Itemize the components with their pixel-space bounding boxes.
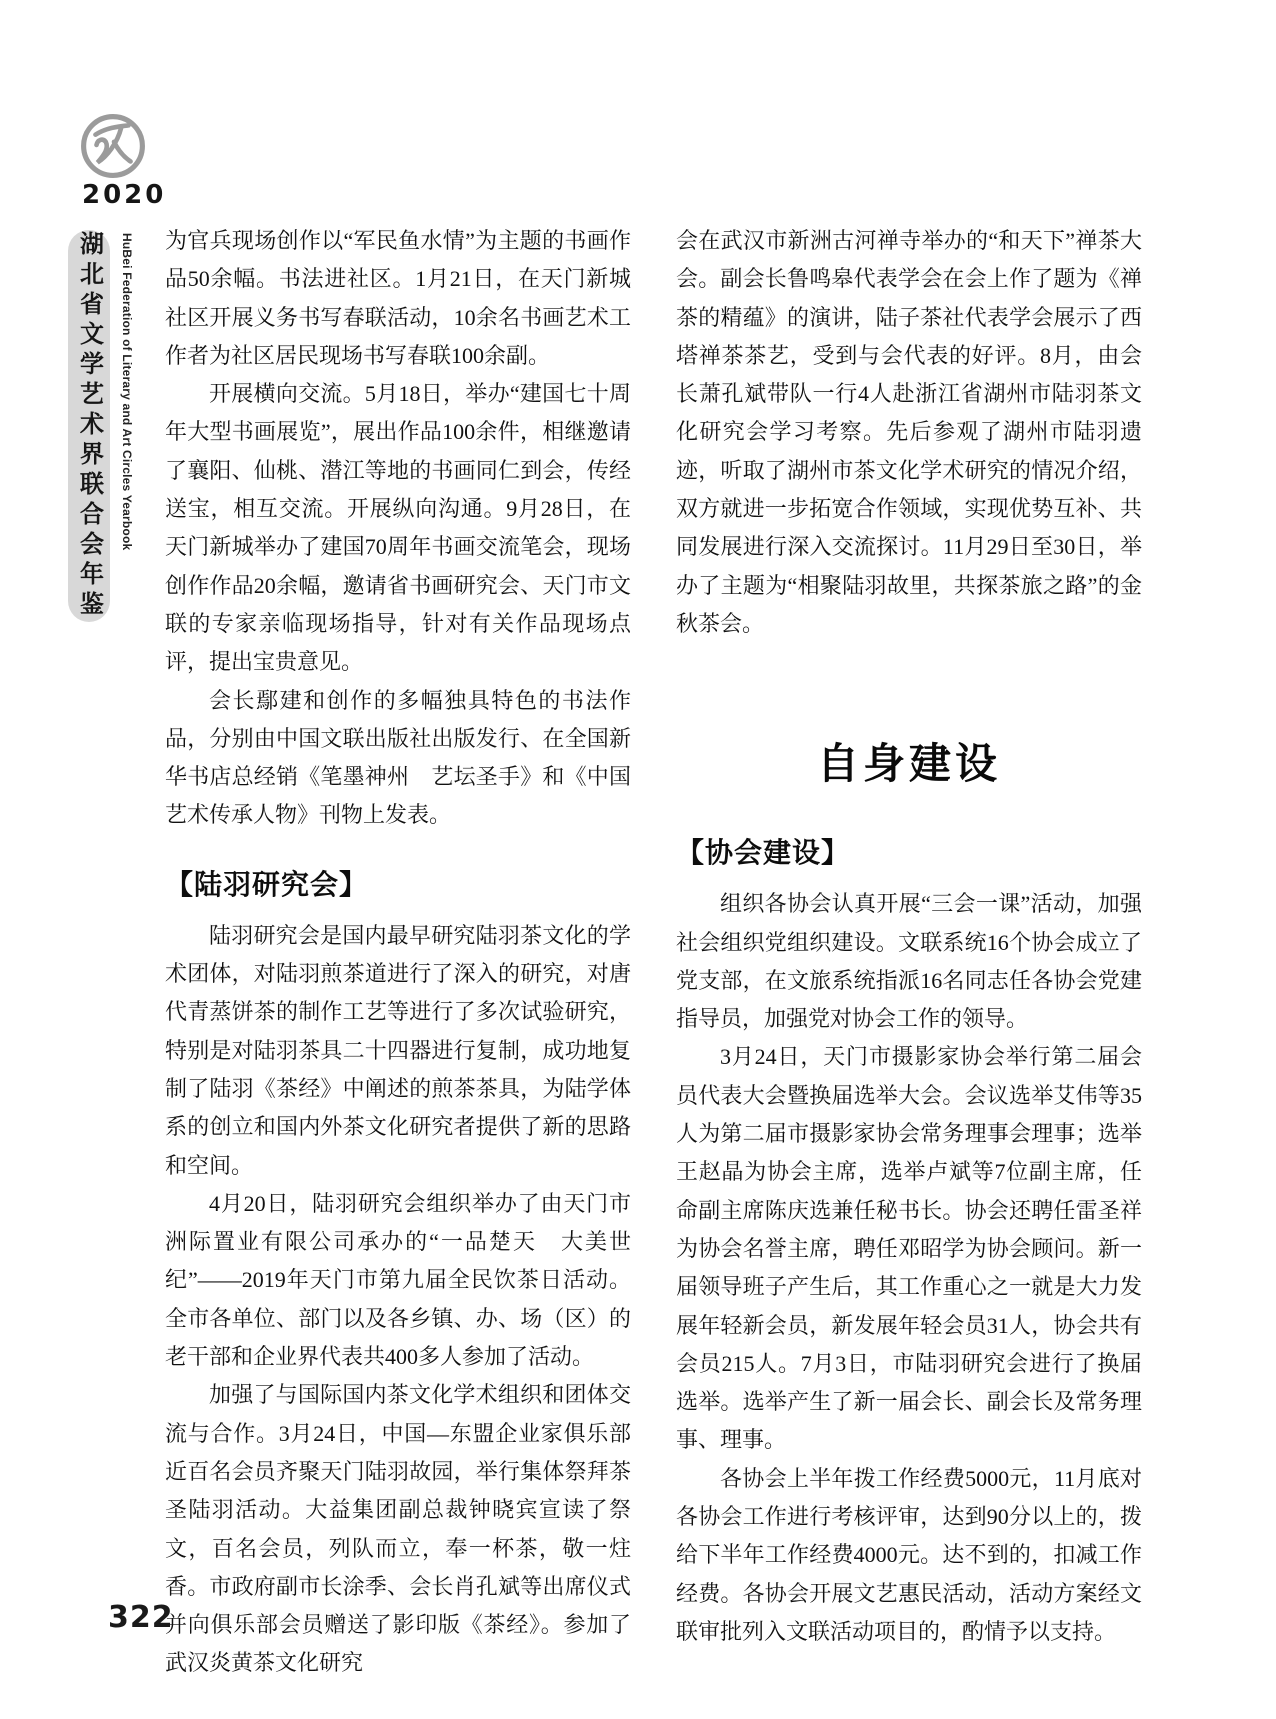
body-paragraph: 加强了与国际国内茶文化学术组织和团体交流与合作。3月24日，中国—东盟企业家俱乐部近百名会员齐聚天门陆羽故园，举行集体祭拜茶圣陆羽活动。大益集团副总裁钟晓宾宣读了祭文，百名会员，列队而立，奉一杯茶，敬一炷香。市政府副市长涂季、会长肖孔斌等出席仪式并向俱乐部会员赠送了影印版《茶经》。参加了武汉炎黄茶文化研究 xyxy=(165,1382,631,1676)
body-paragraph: 各协会上半年拨工作经费5000元，11月底对各协会工作进行考核评审，达到90分以上的，拨给下半年工作经费4000元。达不到的，扣减工作经费。各协会开展文艺惠民活动，活动方案经文联审批列入文联活动项目的，酌情予以支持。 xyxy=(676,1465,1142,1644)
page-number: 322 xyxy=(108,1600,174,1635)
sidebar-title-en: HuBei Federation of Literary and Art Circles Yearbook xyxy=(120,233,134,551)
body-paragraph: 为官兵现场创作以“军民鱼水情”为主题的书画作品50余幅。书法进社区。1月21日，在天门新城社区开展义务书写春联活动，10余名书画艺术工作者为社区居民现场书写春联100余副。 xyxy=(165,228,631,368)
entry-heading: 【陆羽研究会】 xyxy=(165,868,369,900)
left-text-column xyxy=(165,222,631,1683)
federation-emblem-icon xyxy=(80,113,146,179)
entry-heading: 【协会建设】 xyxy=(676,837,851,869)
body-paragraph: 组织各协会认真开展“三会一课”活动，加强社会组织党组织建设。文联系统16个协会成立了党支部，在文旅系统指派16名同志任各协会党建指导员，加强党对协会工作的领导。 xyxy=(676,891,1142,1032)
right-text-column xyxy=(676,222,1142,1651)
body-paragraph: 3月24日，天门市摄影家协会举行第二届会员代表大会暨换届选举大会。会议选举艾伟等35人为第二届市摄影家协会常务理事会理事；选举王赵晶为协会主席，选举卢斌等7位副主席，任命副主席陈庆选兼任秘书长。协会还聘任雷圣祥为协会名誉主席，聘任邓昭学为协会顾问。新一届领导班子产生后，其工作重心之一就是大力发展年轻新会员，新发展年轻会员31人，协会共有会员215人。7月3日，市陆羽研究会进行了换届选举。选举产生了新一届会长、副会长及常务理事、理事。 xyxy=(676,1044,1142,1453)
chapter-title: 自身建设 xyxy=(816,740,1001,788)
body-paragraph: 开展横向交流。5月18日，举办“建国七十周年大型书画展览”，展出作品100余件，相继邀请了襄阳、仙桃、潜江等地的书画同仁到会，传经送宝，相互交流。开展纵向沟通。9月28日，在天门新城举办了建国70周年书画交流笔会，现场创作作品20余幅，邀请省书画研究会、天门市文联的专家亲临现场指导，针对有关作品现场点评，提出宝贵意见。 xyxy=(165,381,631,675)
body-paragraph: 4月20日，陆羽研究会组织举办了由天门市洲际置业有限公司承办的“一品楚天 大美世纪”——2019年天门市第九届全民饮茶日活动。全市各单位、部门以及各乡镇、办、场（区）的老干部和企业界代表共400多人参加了活动。 xyxy=(165,1190,631,1370)
body-paragraph: 会长鄢建和创作的多幅独具特色的书法作品，分别由中国文联出版社出版发行、在全国新华书店总经销《笔墨神州 艺坛圣手》和《中国艺术传承人物》刊物上发表。 xyxy=(165,687,631,828)
sidebar-title-cn: 湖北省文学艺术界联合会年鉴 xyxy=(68,230,110,622)
body-paragraph: 陆羽研究会是国内最早研究陆羽茶文化的学术团体，对陆羽煎茶道进行了深入的研究，对唐代青蒸饼茶的制作工艺等进行了多次试验研究，特别是对陆羽茶具二十四器进行复制，成功地复制了陆羽《茶经》中阐述的煎茶茶具，为陆学体系的创立和国内外茶文化研究者提供了新的思路和空间。 xyxy=(165,922,631,1178)
year-label: 2020 xyxy=(82,180,167,210)
body-paragraph: 会在武汉市新洲古河禅寺举办的“和天下”禅茶大会。副会长鲁鸣皋代表学会在会上作了题为《禅茶的精蕴》的演讲，陆子茶社代表学会展示了西塔禅茶茶艺，受到与会代表的好评。8月，由会长萧孔斌带队一行4人赴浙江省湖州市陆羽茶文化研究会学习考察。先后参观了湖州市陆羽遗迹，听取了湖州市茶文化学术研究的情况介绍，双方就进一步拓宽合作领域，实现优势互补、共同发展进行深入交流探讨。11月29日至30日，举办了主题为“相聚陆羽故里，共探茶旅之路”的金秋茶会。 xyxy=(676,228,1142,636)
